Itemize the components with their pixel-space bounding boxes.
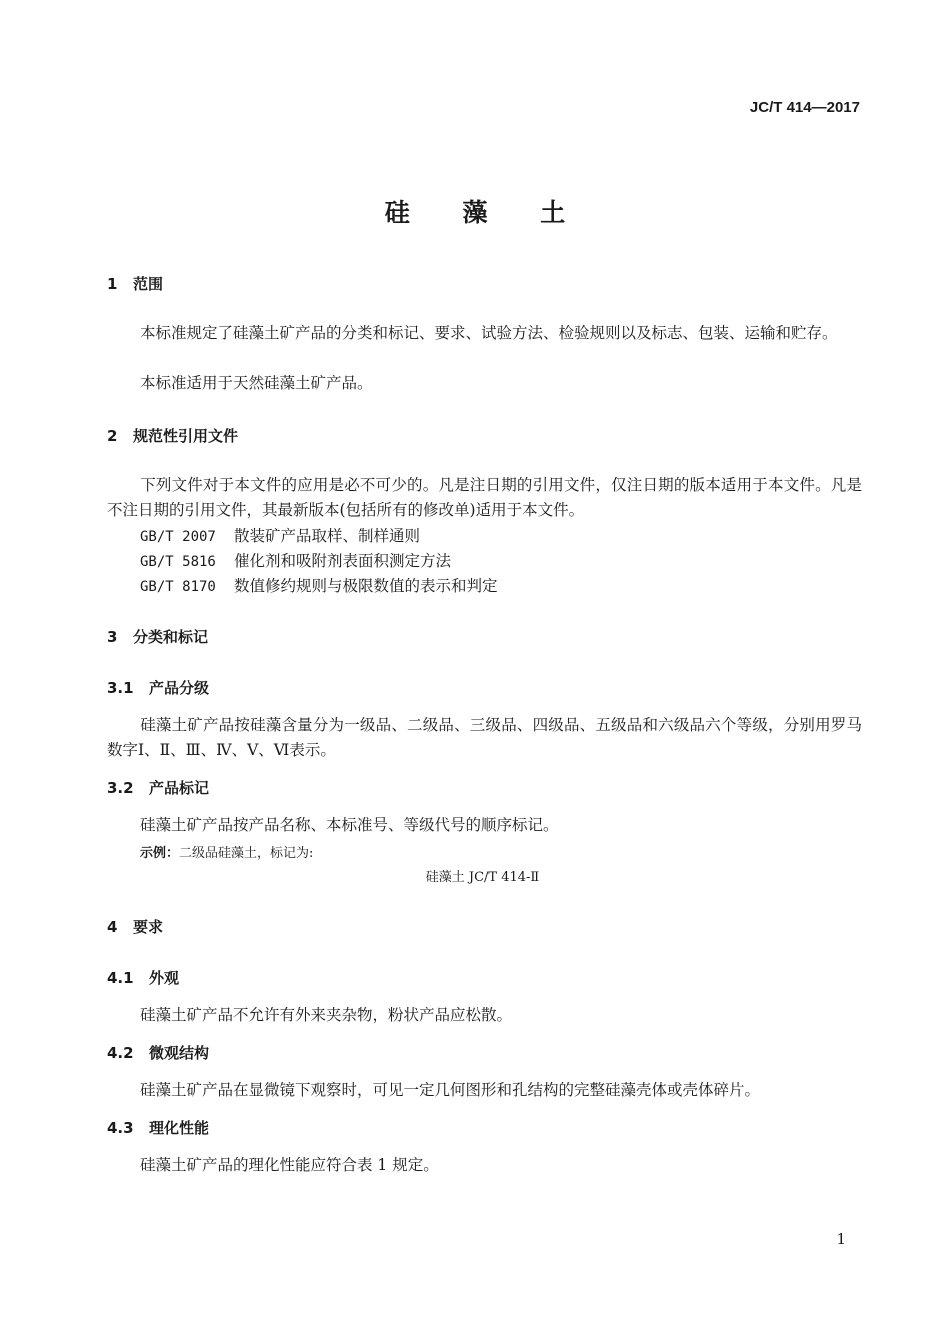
- example-mark: 硅藻土 JC/T 414-Ⅱ: [425, 870, 540, 885]
- reference-item: [140, 524, 420, 546]
- section-4-3-heading: [107, 1117, 209, 1138]
- section-4-3-paragraph: [107, 1153, 862, 1178]
- paragraph-text: 下列文件对于本文件的应用是必不可少的。凡是注日期的引用文件，仅注日期的版本适用于本文件。凡是不注日期的引用文件，其最新版本(包括所有的修改单)适用于本文件。: [107, 476, 862, 519]
- section-4-2-heading: [107, 1042, 209, 1063]
- section-1-paragraph-1: [107, 321, 862, 346]
- section-4-1-heading: [107, 967, 179, 988]
- reference-code: GB/T 2007: [140, 529, 216, 545]
- section-number: 1: [107, 275, 118, 293]
- section-4-2-paragraph: [107, 1078, 862, 1103]
- section-3-heading: [107, 626, 208, 647]
- section-number: 4.2: [107, 1044, 134, 1062]
- reference-name: 催化剂和吸附剂表面积测定方法: [234, 552, 452, 570]
- section-title: 规范性引用文件: [133, 427, 239, 445]
- reference-name: 数值修约规则与极限数值的表示和判定: [234, 577, 498, 595]
- example-text: 二级品硅藻土，标记为:: [179, 846, 314, 861]
- paragraph-text: 硅藻土矿产品按产品名称、本标准号、等级代号的顺序标记。: [140, 816, 559, 834]
- section-number: 4: [107, 918, 118, 936]
- page-number: 1: [836, 1230, 846, 1248]
- section-title: 产品标记: [149, 779, 210, 797]
- section-title: 外观: [149, 969, 180, 987]
- section-2-paragraph-1: [107, 473, 862, 523]
- example-line: [140, 842, 313, 861]
- section-1-paragraph-2: [107, 371, 862, 396]
- section-number: 3.1: [107, 679, 134, 697]
- paragraph-text: 本标准适用于天然硅藻土矿产品。: [140, 374, 373, 392]
- section-number: 3: [107, 628, 118, 646]
- section-number: 4.3: [107, 1119, 134, 1137]
- example-label: 示例：: [140, 846, 180, 861]
- section-3-1-paragraph: [107, 713, 862, 763]
- section-number: 2: [107, 427, 118, 445]
- section-title: 要求: [133, 918, 164, 936]
- section-title: 理化性能: [149, 1119, 210, 1137]
- reference-item: [140, 574, 498, 596]
- standard-code: JC/T 414—2017: [749, 99, 860, 116]
- section-title: 范围: [133, 275, 164, 293]
- paragraph-text: 硅藻土矿产品按硅藻含量分为一级品、二级品、三级品、四级品、五级品和六级品六个等级，分别用罗马数字Ⅰ、Ⅱ、Ⅲ、Ⅳ、Ⅴ、Ⅵ表示。: [107, 716, 862, 759]
- reference-code: GB/T 8170: [140, 579, 216, 595]
- section-title: 产品分级: [149, 679, 210, 697]
- paragraph-text: 本标准规定了硅藻土矿产品的分类和标记、要求、试验方法、检验规则以及标志、包装、运输和贮存。: [140, 324, 838, 342]
- reference-code: GB/T 5816: [140, 554, 216, 570]
- section-3-2-paragraph: [107, 813, 862, 838]
- paragraph-text: 硅藻土矿产品不允许有外来夹杂物，粉状产品应松散。: [140, 1006, 513, 1024]
- section-title: 分类和标记: [133, 628, 209, 646]
- section-3-1-heading: [107, 677, 209, 698]
- section-1-heading: [107, 273, 163, 294]
- section-3-2-heading: [107, 777, 209, 798]
- section-title: 微观结构: [149, 1044, 210, 1062]
- section-2-heading: [107, 425, 238, 446]
- paragraph-text: 硅藻土矿产品在显微镜下观察时，可见一定几何图形和孔结构的完整硅藻壳体或壳体碎片。: [140, 1081, 761, 1099]
- section-4-heading: [107, 916, 163, 937]
- reference-item: [140, 549, 451, 571]
- section-number: 3.2: [107, 779, 134, 797]
- reference-name: 散装矿产品取样、制样通则: [234, 527, 421, 545]
- paragraph-text: 硅藻土矿产品的理化性能应符合表 1 规定。: [140, 1156, 439, 1174]
- document-title: 硅 藻 土: [384, 198, 588, 227]
- section-4-1-paragraph: [107, 1003, 862, 1028]
- section-number: 4.1: [107, 969, 134, 987]
